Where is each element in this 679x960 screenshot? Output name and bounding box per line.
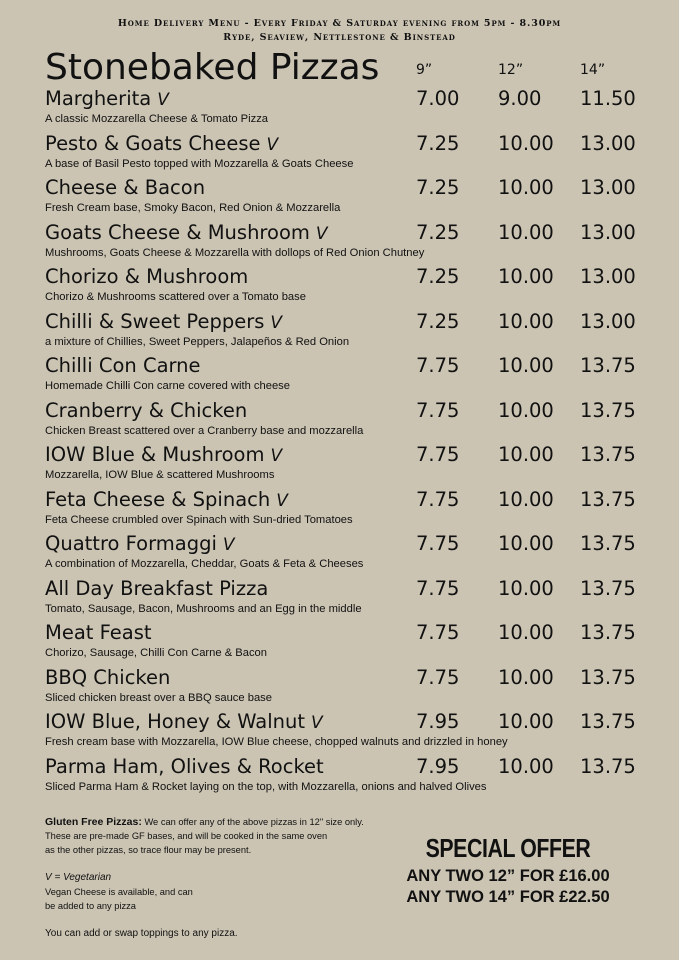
price-12-inch: 10.00 xyxy=(498,665,554,689)
pizza-item xyxy=(45,754,645,799)
pizza-name-line xyxy=(45,442,282,469)
price-14-inch: 13.00 xyxy=(580,176,636,199)
pizza-description: Chorizo & Mushrooms scattered over a Tomato base xyxy=(45,291,306,303)
price-14-inch: 13.75 xyxy=(580,398,636,422)
pizza-name: Feta Cheese & Spinach xyxy=(45,487,271,511)
price-9-inch: 7.75 xyxy=(416,576,460,600)
price-9-inch: 7.95 xyxy=(416,710,460,733)
pizza-name-line xyxy=(45,709,323,736)
vegetarian-note xyxy=(45,871,385,913)
pizza-name-line xyxy=(45,264,254,291)
pizza-name: IOW Blue & Mushroom xyxy=(45,443,265,466)
price-14-inch: 13.75 xyxy=(580,443,636,466)
special-offer xyxy=(393,833,623,908)
pizza-name-line xyxy=(45,754,330,781)
title-row xyxy=(45,46,665,90)
vegetarian-marker: V xyxy=(270,446,283,466)
price-14-inch: 13.75 xyxy=(580,665,636,689)
menu-notes xyxy=(45,815,385,941)
pizza-item xyxy=(45,531,645,576)
pizza-name-line xyxy=(45,220,328,247)
size-heading-14: 14” xyxy=(580,62,606,78)
price-12-inch: 10.00 xyxy=(498,532,554,555)
price-9-inch: 7.75 xyxy=(416,354,460,377)
price-12-inch: 9.00 xyxy=(498,87,542,110)
price-9-inch: 7.75 xyxy=(416,443,460,466)
pizza-description: Sliced Parma Ham & Rocket laying on the top, with Mozzarella, onions and halved Olives xyxy=(45,780,487,793)
special-offer-title: SPECIAL OFFER xyxy=(425,833,591,863)
pizza-item xyxy=(45,442,645,487)
price-12-inch: 10.00 xyxy=(498,354,554,377)
pizza-item xyxy=(45,576,645,621)
pizza-item xyxy=(45,309,645,354)
pizza-description: a mixture of Chillies, Sweet Peppers, Jalapeños & Red Onion xyxy=(45,335,350,348)
pizza-item xyxy=(45,487,645,532)
price-12-inch: 10.00 xyxy=(498,710,554,733)
pizza-description: Sliced chicken breast over a BBQ sauce base xyxy=(45,691,272,704)
pizza-description: Homemade Chilli Con carne covered with cheese xyxy=(45,380,290,392)
price-14-inch: 11.50 xyxy=(580,87,636,110)
pizza-description: Fresh Cream base, Smoky Bacon, Red Onion & Mozzarella xyxy=(45,202,341,214)
price-9-inch: 7.25 xyxy=(416,265,460,288)
price-9-inch: 7.75 xyxy=(416,487,460,511)
pizza-item xyxy=(45,264,645,309)
pizza-name: Pesto & Goats Cheese xyxy=(45,131,261,155)
pizza-description: Chicken Breast scattered over a Cranberry base and mozzarella xyxy=(45,424,364,437)
pizza-item xyxy=(45,709,645,754)
pizza-description: Mozzarella, IOW Blue & scattered Mushrooms xyxy=(45,469,275,481)
vegetarian-marker: V xyxy=(276,490,288,511)
pizza-name-line xyxy=(45,86,169,113)
pizza-name-line xyxy=(45,175,211,202)
pizza-name-line xyxy=(45,353,207,380)
vegetarian-marker: V xyxy=(270,312,283,333)
price-12-inch: 10.00 xyxy=(498,621,554,644)
pizza-name-line xyxy=(45,487,288,514)
pizza-description: Chorizo, Sausage, Chilli Con Carne & Bacon xyxy=(45,647,268,659)
pizza-item xyxy=(45,131,645,176)
price-12-inch: 10.00 xyxy=(498,487,554,511)
pizza-name: Margherita xyxy=(45,87,152,110)
pizza-item xyxy=(45,353,645,398)
offer-12-inch: ANY TWO 12” FOR £16.00 xyxy=(406,867,610,885)
pizza-list xyxy=(45,86,645,798)
vegetarian-marker: V xyxy=(266,134,279,155)
vegan-line-2: be added to any pizza xyxy=(45,901,136,911)
vegetarian-marker: V xyxy=(157,90,169,110)
size-heading-12: 12” xyxy=(498,62,524,78)
vegetarian-marker: V xyxy=(222,535,235,555)
pizza-name-line xyxy=(45,309,282,336)
pizza-description: Fresh cream base with Mozzarella, IOW Blue cheese, chopped walnuts and drizzled in honey xyxy=(45,736,508,748)
price-9-inch: 7.25 xyxy=(416,220,460,244)
pizza-item xyxy=(45,398,645,443)
pizza-description: Tomato, Sausage, Bacon, Mushrooms and an Egg in the middle xyxy=(45,602,362,615)
price-12-inch: 10.00 xyxy=(498,398,554,422)
price-12-inch: 10.00 xyxy=(498,443,554,466)
vegetarian-marker: V xyxy=(310,713,323,733)
pizza-item xyxy=(45,665,645,710)
price-14-inch: 13.75 xyxy=(580,754,636,778)
pizza-name: Meat Feast xyxy=(45,621,152,644)
price-14-inch: 13.75 xyxy=(580,576,636,600)
price-12-inch: 10.00 xyxy=(498,220,554,244)
pizza-description: A classic Mozzarella Cheese & Tomato Pizza xyxy=(45,113,269,125)
price-9-inch: 7.75 xyxy=(416,621,460,644)
pizza-name-line xyxy=(45,398,253,425)
price-12-inch: 10.00 xyxy=(498,309,554,333)
price-9-inch: 7.95 xyxy=(416,754,460,778)
pizza-name: Chorizo & Mushroom xyxy=(45,265,249,288)
price-12-inch: 10.00 xyxy=(498,176,554,199)
price-9-inch: 7.25 xyxy=(416,309,460,333)
price-9-inch: 7.75 xyxy=(416,398,460,422)
price-12-inch: 10.00 xyxy=(498,131,554,155)
gluten-free-line-2: These are pre-made GF bases, and will be cooked in the same oven xyxy=(45,831,328,841)
pizza-description: Mushrooms, Goats Cheese & Mozzarella with dollops of Red Onion Chutney xyxy=(45,246,425,259)
price-14-inch: 13.00 xyxy=(580,220,636,244)
price-9-inch: 7.25 xyxy=(416,176,460,199)
price-9-inch: 7.00 xyxy=(416,87,460,110)
header-areas: Ryde, Seaview, Nettlestone & Binstead xyxy=(223,32,456,43)
pizza-name: BBQ Chicken xyxy=(45,665,171,689)
toppings-note: You can add or swap toppings to any pizza. xyxy=(45,928,238,939)
price-9-inch: 7.75 xyxy=(416,532,460,555)
price-14-inch: 13.75 xyxy=(580,532,636,555)
price-14-inch: 13.75 xyxy=(580,621,636,644)
pizza-name: Chilli & Sweet Peppers xyxy=(45,309,265,333)
price-14-inch: 13.75 xyxy=(580,487,636,511)
gluten-free-note xyxy=(45,815,385,857)
pizza-name: Chilli Con Carne xyxy=(45,354,201,377)
pizza-name: Quattro Formaggi xyxy=(45,532,217,555)
pizza-name-line xyxy=(45,576,274,603)
vegetarian-key: V = Vegetarian xyxy=(45,872,112,883)
price-14-inch: 13.75 xyxy=(580,710,636,733)
price-12-inch: 10.00 xyxy=(498,265,554,288)
price-9-inch: 7.25 xyxy=(416,131,460,155)
gluten-free-line-1: We can offer any of the above pizzas in 12" size only. xyxy=(144,817,364,827)
price-12-inch: 10.00 xyxy=(498,754,554,778)
pizza-item xyxy=(45,220,645,265)
price-9-inch: 7.75 xyxy=(416,665,460,689)
menu-header xyxy=(0,17,679,45)
gluten-free-line-3: as the other pizzas, so trace flour may be present. xyxy=(45,845,252,855)
pizza-name: Goats Cheese & Mushroom xyxy=(45,220,310,244)
price-14-inch: 13.00 xyxy=(580,309,636,333)
pizza-item xyxy=(45,620,645,665)
gluten-free-label: Gluten Free Pizzas: xyxy=(45,816,142,828)
menu-title: Stonebaked Pizzas xyxy=(45,47,380,88)
pizza-description: A base of Basil Pesto topped with Mozzarella & Goats Cheese xyxy=(45,157,354,170)
pizza-name: Cheese & Bacon xyxy=(45,176,206,199)
vegan-line-1: Vegan Cheese is available, and can xyxy=(45,887,193,897)
pizza-description: A combination of Mozzarella, Cheddar, Goats & Feta & Cheeses xyxy=(45,558,364,570)
pizza-item xyxy=(45,86,645,131)
vegetarian-marker: V xyxy=(315,223,328,244)
price-14-inch: 13.00 xyxy=(580,131,636,155)
size-heading-9: 9” xyxy=(416,62,433,78)
pizza-name-line xyxy=(45,620,158,647)
pizza-description: Feta Cheese crumbled over Spinach with Sun-dried Tomatoes xyxy=(45,513,353,526)
pizza-item xyxy=(45,175,645,220)
price-14-inch: 13.75 xyxy=(580,354,636,377)
pizza-name-line xyxy=(45,665,176,692)
header-delivery-times: Home Delivery Menu - Every Friday & Saturday evening from 5pm - 8.30pm xyxy=(117,18,562,29)
pizza-name: Cranberry & Chicken xyxy=(45,398,248,422)
pizza-name: Parma Ham, Olives & Rocket xyxy=(45,754,324,778)
pizza-name: IOW Blue, Honey & Walnut xyxy=(45,710,305,733)
pizza-name: All Day Breakfast Pizza xyxy=(45,576,269,600)
offer-14-inch: ANY TWO 14” FOR £22.50 xyxy=(406,888,610,906)
pizza-name-line xyxy=(45,131,278,158)
price-12-inch: 10.00 xyxy=(498,576,554,600)
price-14-inch: 13.00 xyxy=(580,265,636,288)
pizza-name-line xyxy=(45,531,235,558)
